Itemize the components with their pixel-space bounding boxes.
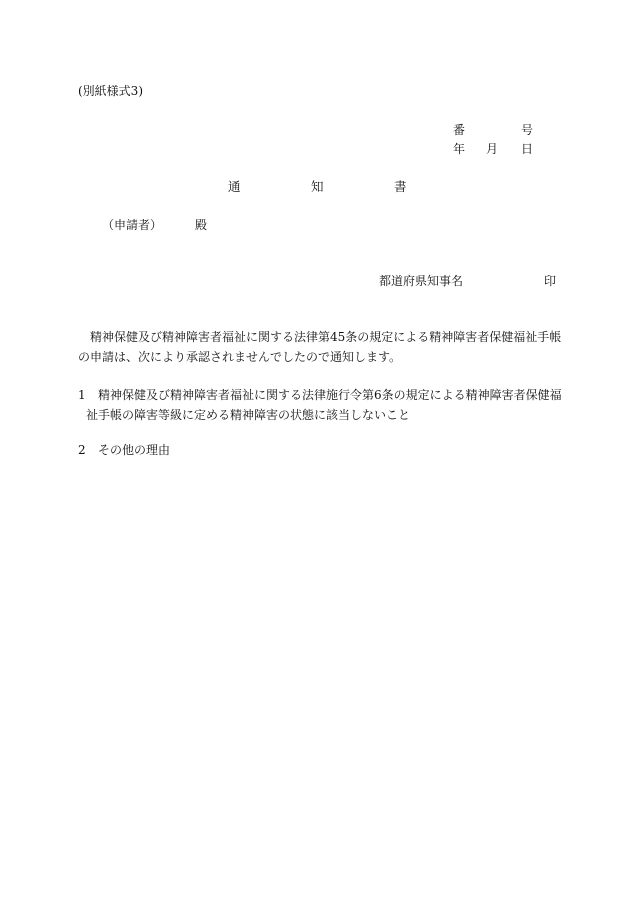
applicant-label: （申請者） <box>102 218 163 232</box>
honorific: 殿 <box>195 218 208 232</box>
number-label: 番 <box>453 123 466 137</box>
form-number: (別紙様式3) <box>78 84 143 98</box>
seal-mark: 印 <box>544 274 557 288</box>
issuer-name: 都道府県知事名 <box>379 274 464 288</box>
reason-number: 2 <box>78 443 86 457</box>
title-char-3: 書 <box>394 179 407 194</box>
body-line-1: 精神保健及び精神障害者福祉に関する法律第45条の規定による精神障害者保健福祉手帳 <box>90 330 562 344</box>
date-year: 年 <box>453 142 466 156</box>
document-title <box>0 179 630 195</box>
date-day: 日 <box>521 142 534 156</box>
reason-text-line-1: 精神保健及び精神障害者福祉に関する法律施行令第6条の規定による精神障害者保健福 <box>98 388 562 402</box>
reason-item-1 <box>78 385 564 425</box>
body-line-2: の申請は、次により承認されませんでしたので通知します。 <box>78 350 402 364</box>
reason-item-2 <box>78 442 170 458</box>
number-suffix: 号 <box>521 123 534 137</box>
date-month: 月 <box>486 142 499 156</box>
title-char-1: 通 <box>228 179 241 194</box>
reason-number: 1 <box>78 388 86 402</box>
notice-body <box>78 327 564 367</box>
reason-text-line-2: 祉手帳の障害等級に定める精神障害の状態に該当しないこと <box>86 408 411 422</box>
title-char-2: 知 <box>311 179 324 194</box>
reason-text: その他の理由 <box>98 443 171 457</box>
